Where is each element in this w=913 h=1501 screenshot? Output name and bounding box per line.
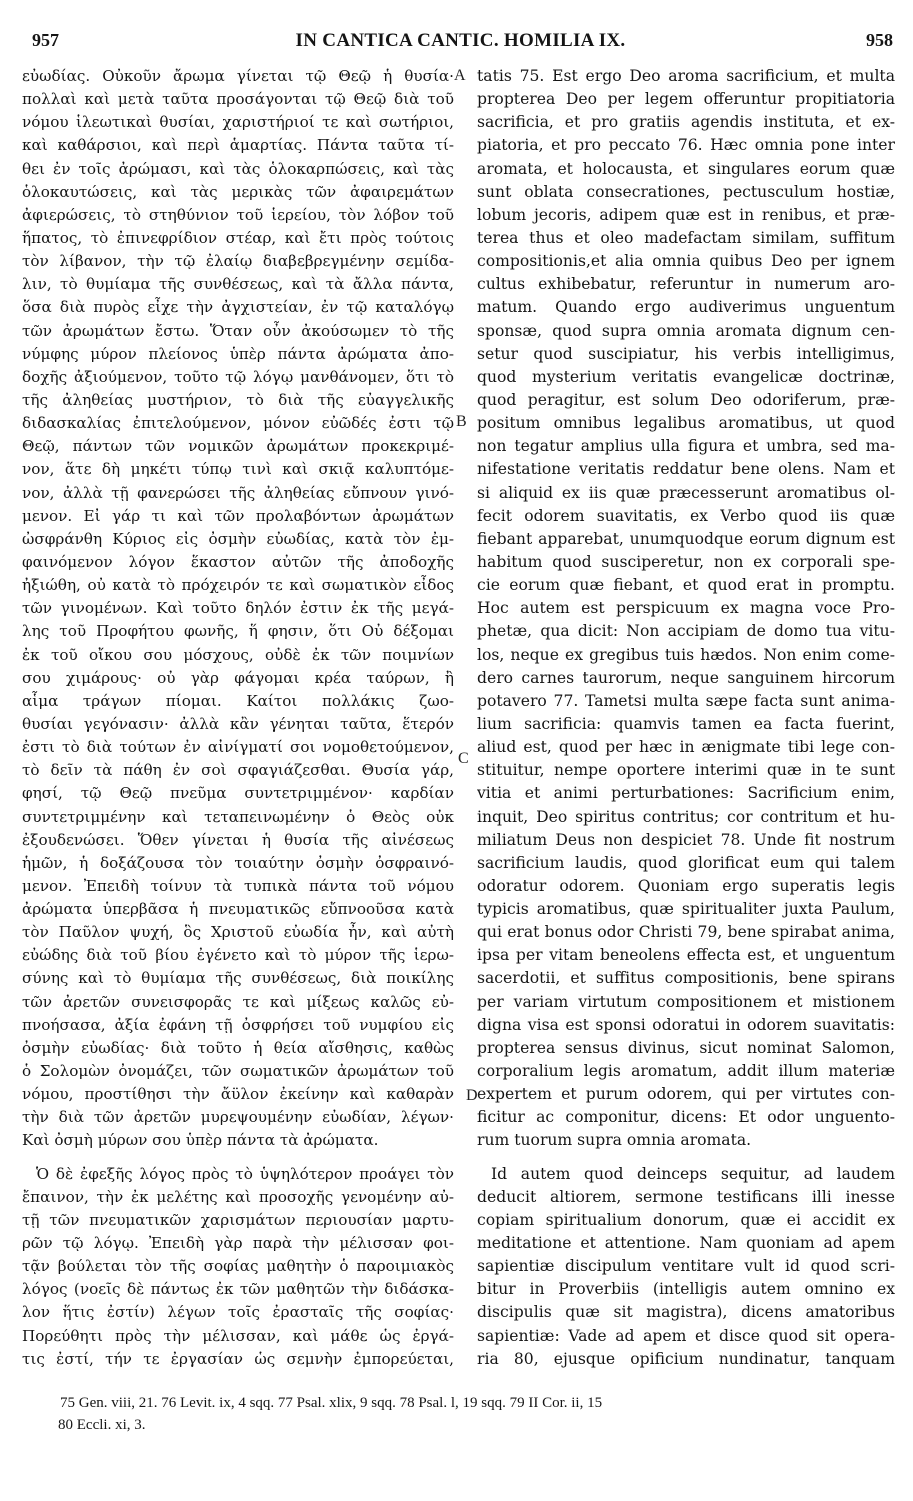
latin-text-line: terea thus et oleo madefactam similam, suffitum — [477, 228, 895, 247]
greek-text-line: ρῶν τῷ λόγῳ. Ἐπειδὴ γὰρ παρὰ τὴν μέλισσαν φοι- — [22, 1234, 454, 1253]
greek-text-line: τῇ τῶν πνευματικῶν χαρισμάτων περιουσίαν μαρτυ- — [22, 1210, 454, 1229]
greek-text-line: νύμφης μύρον πλείονος ὑπὲρ πάντα ἀρώματα ἀπο- — [22, 344, 454, 363]
greek-text-line: σου χιμάρους· οὐ γὰρ φάγομαι κρέα ταύρων, ἢ — [22, 668, 454, 687]
greek-text-line: ἐκ τοῦ οἴκου σου μόσχους, οὐδὲ ἐκ τῶν ποιμνίων — [22, 645, 454, 664]
greek-text-line: πολλαὶ καὶ μετὰ ταῦτα προσάγονται τῷ Θεῷ διὰ τοῦ — [22, 90, 454, 109]
greek-text-line: Καὶ ὀσμὴ μύρων σου ὑπὲρ πάντα τὰ ἀρώματα. — [22, 1131, 379, 1150]
greek-text-line: τῶν ἀρωμάτων ἔστω. Ὅταν οὖν ἀκούσωμεν τὸ τῆς — [22, 321, 454, 340]
latin-text-line: per variam virtutum compositionem et mistionem — [477, 992, 895, 1011]
latin-text-line: compositionis,et alia omnia quibus Deo per ignem — [477, 252, 895, 271]
latin-text-line: quod mysterium veritatis evangelicæ doctrinæ, — [477, 367, 895, 386]
latin-text-line: aromata, et holocausta, et singulares eorum quæ — [477, 159, 895, 178]
latin-text-line: nifestatione veritatis reddatur bene olens. Nam et — [477, 460, 895, 479]
greek-text-line: ὠσφράνθη Κύριος εἰς ὀσμὴν εὐωδίας, κατὰ τὸν ἐμ- — [22, 529, 454, 548]
greek-text-line: ὅσα διὰ πυρὸς εἶχε τὴν ἀγχιστείαν, ἐν τῷ καταλόγῳ — [22, 298, 454, 317]
latin-text-line: quod peragitur, est solum Deo odoriferum, præ- — [477, 390, 895, 409]
latin-text-line: ficitur ac componitur, dicens: Et odor unguento- — [477, 1108, 895, 1127]
section-marker-d: D — [466, 1087, 478, 1104]
greek-text-line: ἡμῶν, ἡ δοξάζουσα τὸν τοιαύτην ὀσμὴν ὀσφραινό- — [22, 853, 454, 872]
latin-text-line — [477, 1153, 895, 1163]
greek-text-line — [22, 1153, 454, 1163]
greek-text-line: ἥπατος, τὸ ἐπινεφρίδιον στέαρ, καὶ ἔτι πρὸς τούτοις — [22, 228, 454, 247]
latin-text-line: qui erat bonus odor Christi 79, bene spirabat anima, — [477, 923, 895, 942]
greek-text-line: Θεῷ, πάντων τῶν νομικῶν ἀρωμάτων προκεκριμέ- — [22, 437, 454, 456]
greek-text-line: ἔπαινον, τὴν ἐκ μελέτης καὶ προσοχῆς γενομένην αὐ- — [22, 1187, 454, 1206]
latin-text-line: copiam spiritualium donorum, quæ ei accidit ex — [477, 1210, 895, 1229]
latin-text-line: Hoc autem est perspicuum ex magna voce Pro- — [477, 599, 895, 618]
greek-text-line: ὁ Σολομὼν ὀνομάζει, τῶν σωματικῶν ἀρωμάτων τοῦ — [22, 1062, 454, 1081]
greek-column — [22, 65, 454, 1375]
greek-text-line: λον ἥτις ἐστίν) λέγων τοῖς ἐρασταῖς τῆς σοφίας· — [22, 1303, 454, 1322]
latin-text-line: cie eorum quæ fiebant, et quod erat in promptu. — [477, 576, 895, 595]
latin-text-line: fecit odorem suavitatis, ex Verbo quod iis quæ — [477, 506, 895, 525]
greek-text-line: φαινόμενον λόγον ἕκαστον αὐτῶν τῆς ἀποδοχῆς — [22, 552, 454, 571]
greek-text-line: τὸν Παῦλον ψυχή, ὃς Χριστοῦ εὐωδία ἦν, καὶ αὐτὴ — [22, 923, 454, 942]
latin-text-line: piatoria, et pro peccato 76. Hæc omnia pone inter — [477, 136, 895, 155]
greek-text-line: τὴν διὰ τῶν ἀρετῶν μυρεψουμένην εὐωδίαν, λέγων· — [22, 1108, 454, 1127]
latin-text-line: sacerdotii, et suffitus compositionis, bene spirans — [477, 969, 895, 988]
latin-text-line: positum omnibus legalibus aromatibus, ut quod — [477, 414, 895, 433]
latin-text-line: Id autem quod deinceps sequitur, ad laudem — [491, 1164, 895, 1183]
greek-text-line: λιν, τὸ θυμίαμα τῆς συνθέσεως, καὶ τὰ ἄλλα πάντα, — [22, 275, 454, 294]
greek-text-line: νόμου, προστίθησι τὴν ἄϋλον ἐκείνην καὶ καθαρὰν — [22, 1085, 454, 1104]
latin-text-line: miliatum Deus non despiciet 78. Unde fit nostrum — [477, 830, 895, 849]
greek-text-line: εὐωδίας. Οὐκοῦν ἄρωμα γίνεται τῷ Θεῷ ἡ θυσία· — [22, 67, 454, 85]
greek-text-line: συντετριμμένην καὶ τεταπεινωμένην ὁ Θεὸς οὐκ — [22, 807, 454, 826]
latin-text-line: non tegatur amplius ulla figura et umbra, sed ma- — [477, 437, 895, 456]
greek-text-line: ἀρώματα ὑπερβᾶσα ἡ πνευματικῶς εὔπνοοῦσα κατὰ — [22, 900, 454, 919]
greek-text-line: φησί, τῷ Θεῷ πνεῦμα συντετριμμένον· καρδίαν — [22, 784, 454, 803]
greek-text-line: ἠξιώθη, οὐ κατὰ τὸ πρόχειρόν τε καὶ σωματικὸν εἶδος — [22, 576, 454, 595]
footnote-line: 75 Gen. viii, 21. 76 Levit. ix, 4 sqq. 77 Psal. xlix, 9 sqq. 78 Psal. l, 19 sqq. 79 II Cor. ii, 15 — [60, 1395, 603, 1411]
greek-text-line: νον, ἀλλὰ τῇ φανερώσει τῆς ἀληθείας εὔπνουν γινό- — [22, 483, 454, 502]
latin-text-line: inquit, Deo spiritus contritus; cor contritum et hu- — [477, 807, 895, 826]
latin-text-line: cultus exhibebatur, referuntur in numerum aro- — [477, 275, 895, 294]
latin-text-line: aliud est, quod per hæc in ænigmate tibi lege con- — [477, 738, 895, 757]
latin-text-line: vitia et animi perturbationes: Sacrificium enim, — [477, 784, 895, 803]
latin-text-line: discipulis quæ sit magistra), dicens amatoribus — [477, 1303, 895, 1322]
latin-text-line: potavero 77. Tametsi multa sæpe facta sunt anima- — [477, 691, 895, 710]
latin-text-line: ria 80, ejusque opificium nundinatur, tanquam — [477, 1349, 895, 1368]
running-title: IN CANTICA CANTIC. HOMILIA IX. — [295, 30, 626, 51]
latin-text-line: sapientiæ: Vade ad apem et disce quod sit opera- — [477, 1326, 895, 1345]
latin-text-line: sunt oblata consecrationes, pectusculum hostiæ, — [477, 182, 895, 201]
greek-text-line: τὸ δεῖν τὰ πάθη ἐν σοὶ σφαγιάζεσθαι. Θυσία γάρ, — [22, 761, 454, 780]
latin-text-line: dero carnes taurorum, neque sanguinem hircorum — [477, 668, 895, 687]
page-number-left: 957 — [32, 30, 59, 50]
greek-text-line: πνοήσασα, ἀξία ἐφάνη τῇ ὀσφρήσει τοῦ νυμφίου εἰς — [22, 1015, 454, 1034]
latin-text-line: si aliquid ex iis quæ præcesserunt aromatibus ol- — [477, 483, 895, 502]
greek-text-line: τις ἐστί, τήν τε ἐργασίαν ὡς σεμνὴν ἐμπορεύεται, — [22, 1349, 454, 1368]
section-marker-a: A — [454, 67, 466, 84]
greek-text-line: θυσίαι γεγόνασιν· ἀλλὰ κἂν γένηται ταῦτα, ἕτερόν — [22, 714, 454, 733]
greek-text-line: Πορεύθητι πρὸς τὴν μέλισσαν, καὶ μάθε ὡς ἐργά- — [22, 1326, 454, 1345]
greek-text-line: θει ἐν τοῖς ἀρώμασι, καὶ τὰς ὁλοκαρπώσεις, καὶ τὰς — [22, 159, 454, 178]
latin-text-line: lobum jecoris, adipem quæ est in renibus, et præ- — [477, 205, 895, 224]
latin-text-line: phetæ, qua dicit: Non accipiam de domo tua vitu- — [477, 622, 895, 641]
greek-text-line: εὐώδης διὰ τοῦ βίου ἐγένετο καὶ τὸ μύρον τῆς ἱερω- — [22, 946, 454, 965]
section-marker-b: B — [456, 413, 467, 430]
latin-text-line: meditatione et attentione. Nam quoniam ad apem — [477, 1234, 895, 1253]
latin-text-line: sacrificium laudis, quod glorificat eum qui talem — [477, 853, 895, 872]
greek-text-line: δοχῆς ἀξιούμενον, τοῦτο τῷ λόγῳ μανθάνομεν, ὅτι τὸ — [22, 367, 454, 386]
greek-text-line: ὁλοκαυτώσεις, καὶ τὰς μερικὰς τῶν ἀφαιρεμάτων — [22, 182, 454, 201]
greek-text-line: αἷμα τράγων πίομαι. Καίτοι πολλάκις ζωο- — [22, 691, 454, 710]
latin-text-line: propterea Deo per legem offeruntur propitiatoria — [477, 90, 895, 109]
latin-text-line: sapientiæ discipulum ventitare vult id quod scri- — [477, 1257, 895, 1276]
greek-text-line: μενον. Ἐπειδὴ τοίνυν τὰ τυπικὰ πάντα τοῦ νόμου — [22, 876, 454, 895]
footnotes — [60, 1392, 890, 1436]
latin-text-line: stituitur, nempe oportere interimi quæ in te sunt — [477, 761, 895, 780]
greek-text-line: τῆς ἀληθείας μυστήριον, τὸ διὰ τῆς εὐαγγελικῆς — [22, 390, 454, 409]
latin-text-line: digna visa est sponsi odoratui in odorem suavitatis: — [477, 1015, 895, 1034]
latin-text-line: odoratur odorem. Quoniam ergo superatis legis — [477, 876, 895, 895]
greek-text-line: Ὁ δὲ ἐφεξῆς λόγος πρὸς τὸ ὑψηλότερον προάγει τὸν — [36, 1164, 454, 1183]
latin-text-line: corporalium legis aromatum, addit illum materiæ — [477, 1062, 895, 1081]
latin-text-line: tatis 75. Est ergo Deo aroma sacrificium, et multa — [477, 67, 895, 85]
greek-text-line: ἐστι τὸ διὰ τούτων ἐν αἰνίγματί σοι νομοθετούμενον, — [22, 738, 454, 757]
latin-text-line: habitum quod susciperetur, non ex corporali spe- — [477, 552, 895, 571]
latin-text-line: rum tuorum supra omnia aromata. — [477, 1131, 752, 1150]
greek-text-line: νόμου ἱλεωτικαὶ θυσίαι, χαριστήριοί τε καὶ σωτήριοι, — [22, 113, 454, 132]
latin-column — [477, 65, 895, 1375]
latin-text-line: setur quod suscipiatur, his verbis intelligimus, — [477, 344, 895, 363]
greek-text-line: μενον. Εἰ γάρ τι καὶ τῶν προλαβόντων ἀρωμάτων — [22, 506, 454, 525]
latin-text-line: lium sacrificia: quamvis tamen ea facta fuerint, — [477, 714, 895, 733]
latin-text-line: fiebant apparebat, unumquodque eorum dignum est — [477, 529, 895, 548]
latin-text-line: deducit altiorem, sermone testificans illi inesse — [477, 1187, 895, 1206]
greek-text-line: τᾷν βούλεται τὸν τῆς σοφίας μαθητὴν ὁ παροιμιακὸς — [22, 1257, 454, 1276]
latin-text-line: sponsæ, quod supra omnia aromata dignum cen- — [477, 321, 895, 340]
greek-text-line: τῶν γινομένων. Καὶ τοῦτο δηλόν ἐστιν ἐκ τῆς μεγά- — [22, 599, 454, 618]
greek-text-line: ἐξουδενώσει. Ὅθεν γίνεται ἡ θυσία τῆς αἰνέσεως — [22, 830, 454, 849]
greek-text-line: τῶν ἀρετῶν συνεισφορᾶς τε καὶ μίξεως καλῶς εὐ- — [22, 992, 454, 1011]
latin-text-line: bitur in Proverbiis (intelligis autem omnino ex — [477, 1280, 895, 1299]
greek-text-line: τὸν λίβανον, τὴν τῷ ἐλαίῳ διαβεβρεγμένην σεμίδα- — [22, 252, 454, 271]
latin-text-line: ipsa per vitam beneolens effecta est, et unguentum — [477, 946, 895, 965]
greek-text-line: νον, ἅτε δὴ μηκέτι τύπῳ τινὶ καὶ σκιᾷ καλυπτόμε- — [22, 460, 454, 479]
latin-text-line: expertem et purum odorem, qui per virtutes con- — [477, 1085, 895, 1104]
greek-text-line: λης τοῦ Προφήτου φωνῆς, ἥ φησιν, ὅτι Οὐ δέξομαι — [22, 622, 454, 641]
greek-text-line: καὶ καθάρσιοι, καὶ περὶ ἁμαρτίας. Πάντα ταῦτα τί- — [22, 136, 454, 155]
latin-text-line: matum. Quando ergo audiverimus unguentum — [477, 298, 895, 317]
page-number-right: 958 — [866, 30, 893, 50]
greek-text-line: σύνης καὶ τὸ θυμίαμα τῆς συνθέσεως, διὰ ποικίλης — [22, 969, 454, 988]
section-marker-c: C — [458, 750, 469, 767]
greek-text-line: ὀσμὴν εὐωδίας· διὰ τοῦτο ἡ θεία αἴσθησις, καθὼς — [22, 1038, 454, 1057]
footnote-line: 80 Eccli. xi, 3. — [58, 1417, 146, 1433]
greek-text-line: διδασκαλίας ἐπιτελούμενον, μόνον εὐῶδές ἐστι τῷ — [22, 414, 454, 433]
latin-text-line: sacrificia, et pro gratiis agendis instituta, et ex- — [477, 113, 895, 132]
latin-text-line: los, neque ex gregibus tuis hædos. Non enim come- — [477, 645, 895, 664]
running-header — [28, 30, 893, 58]
greek-text-line: ἀφιερώσεις, τὸ στηθύνιον τοῦ ἱερείου, τὸν λόβον τοῦ — [22, 205, 454, 224]
latin-text-line: typicis aromatibus, quæ spiritualiter juxta Paulum, — [477, 900, 895, 919]
latin-text-line: propterea sensus divinus, sicut nominat Salomon, — [477, 1038, 895, 1057]
greek-text-line: λόγος (νοεῖς δὲ πάντως ἐκ τῶν μαθητῶν τὴν διδάσκα- — [22, 1280, 454, 1299]
